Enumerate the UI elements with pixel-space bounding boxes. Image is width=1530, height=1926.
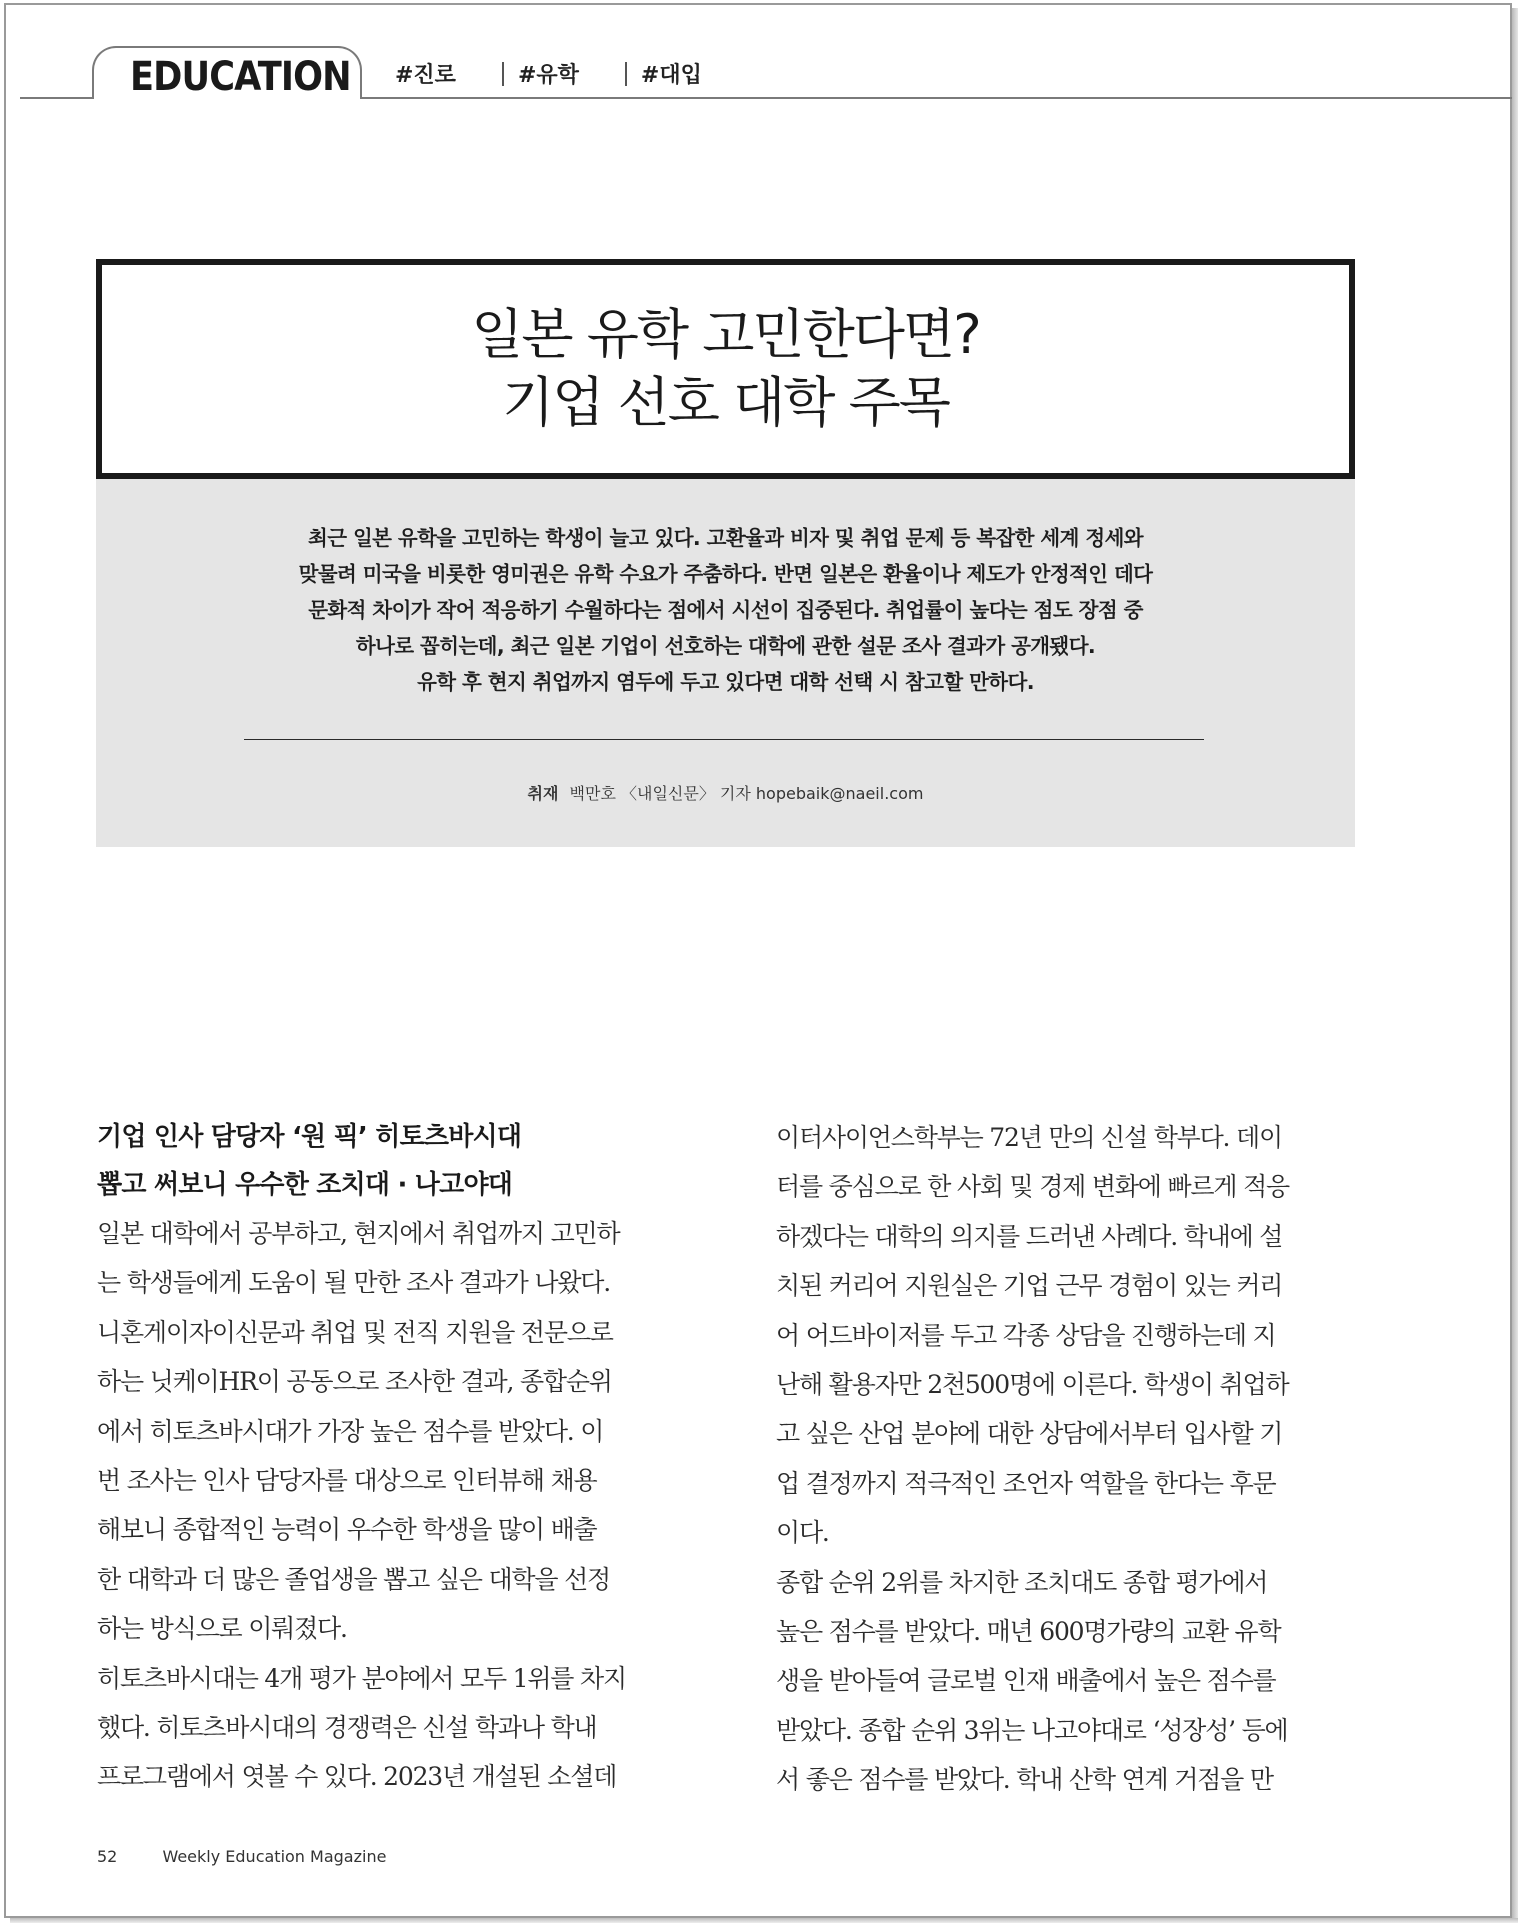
body-line: 일본 대학에서 공부하고, 현지에서 취업까지 고민하 bbox=[97, 1219, 620, 1248]
body-line: 하겠다는 대학의 의지를 드러낸 사례다. 학내에 설 bbox=[776, 1221, 1283, 1251]
page-bottom-shadow bbox=[10, 1918, 1518, 1923]
body-line: 생을 받아들여 글로벌 인재 배출에서 높은 점수를 bbox=[776, 1666, 1276, 1696]
body-line: 번 조사는 인사 담당자를 대상으로 인터뷰해 채용 bbox=[97, 1466, 597, 1496]
body-line: 어 어드바이저를 두고 각종 상담을 진행하는데 지 bbox=[776, 1320, 1276, 1350]
body-line: 하는 방식으로 이뤄졌다. bbox=[97, 1614, 347, 1644]
lead-line: 하나로 꼽히는데, 최근 일본 기업이 선호하는 대학에 관한 설문 조사 결과가 공개됐다. bbox=[355, 634, 1096, 658]
lead-line: 맞물려 미국을 비롯한 영미권은 유학 수요가 주춤하다. 반면 일본은 환율이나 제도가 안정적인 데다 bbox=[298, 562, 1153, 586]
body-line: 종합 순위 2위를 차지한 조치대도 종합 평가에서 bbox=[776, 1567, 1268, 1597]
headline-line-1: 일본 유학 고민한다면? bbox=[471, 303, 980, 366]
lead-box bbox=[96, 479, 1355, 847]
tag-study-abroad: #유학 bbox=[517, 63, 579, 88]
article-column-right bbox=[776, 1113, 1356, 1805]
byline-label: 취재 bbox=[527, 784, 559, 803]
page-footer bbox=[97, 1847, 386, 1866]
lead-paragraph bbox=[96, 520, 1355, 700]
body-line: 했다. 히토츠바시대의 경쟁력은 신설 학과나 학내 bbox=[97, 1713, 597, 1743]
body-line: 고 싶은 산업 분야에 대한 상담에서부터 입사할 기 bbox=[776, 1419, 1283, 1449]
tag-career: #진로 bbox=[395, 63, 456, 88]
tag-list bbox=[395, 58, 702, 89]
body-line: 업 결정까지 적극적인 조언자 역할을 한다는 후문 bbox=[776, 1468, 1276, 1498]
subhead-line-2: 뽑고 써보니 우수한 조치대 · 나고야대 bbox=[97, 1170, 513, 1200]
subhead-line-1: 기업 인사 담당자 ‘원 픽’ 히토츠바시대 bbox=[97, 1122, 522, 1152]
page-edge-shadow bbox=[1512, 8, 1518, 1920]
lead-divider bbox=[244, 739, 1204, 740]
body-line: 는 학생들에게 도움이 될 만한 조사 결과가 나왔다. bbox=[97, 1268, 610, 1298]
tag-divider bbox=[502, 62, 504, 86]
body-line: 서 좋은 점수를 받았다. 학내 산학 연계 거점을 만 bbox=[776, 1765, 1273, 1795]
body-line: 치된 커리어 지원실은 기업 근무 경험이 있는 커리 bbox=[776, 1271, 1283, 1301]
body-line: 난해 활용자만 2천500명에 이른다. 학생이 취업하 bbox=[776, 1370, 1289, 1400]
lead-line: 유학 후 현지 취업까지 염두에 두고 있다면 대학 선택 시 참고할 만하다. bbox=[417, 670, 1034, 694]
body-line: 받았다. 종합 순위 3위는 나고야대로 ‘성장성’ 등에 bbox=[776, 1715, 1288, 1745]
body-line: 해보니 종합적인 능력이 우수한 학생을 많이 배출 bbox=[97, 1515, 597, 1545]
body-line: 한 대학과 더 많은 졸업생을 뽑고 싶은 대학을 선정 bbox=[97, 1564, 610, 1594]
section-label: EDUCATION bbox=[130, 54, 351, 100]
body-line: 이터사이언스학부는 72년 만의 신설 학부다. 데이 bbox=[776, 1123, 1282, 1152]
body-line: 이다. bbox=[776, 1518, 829, 1548]
body-line: 니혼게이자이신문과 취업 및 전직 지원을 전문으로 bbox=[97, 1317, 613, 1347]
headline-box bbox=[96, 259, 1355, 479]
lead-line: 최근 일본 유학을 고민하는 학생이 늘고 있다. 고환율과 비자 및 취업 문제 등 복잡한 세계 정세와 bbox=[308, 526, 1143, 550]
magazine-name: Weekly Education Magazine bbox=[162, 1847, 387, 1866]
byline-text: 백만호 〈내일신문〉 기자 hopebaik@naeil.com bbox=[569, 784, 924, 803]
body-line: 프로그램에서 엿볼 수 있다. 2023년 개설된 소셜데 bbox=[97, 1762, 617, 1792]
body-line: 하는 닛케이HR이 공동으로 조사한 결과, 종합순위 bbox=[97, 1367, 612, 1397]
body-line: 터를 중심으로 한 사회 및 경제 변화에 빠르게 적응 bbox=[776, 1172, 1289, 1202]
body-line: 히토츠바시대는 4개 평가 분야에서 모두 1위를 차지 bbox=[97, 1663, 626, 1693]
body-line: 에서 히토츠바시대가 가장 높은 점수를 받았다. 이 bbox=[97, 1416, 604, 1446]
page-number: 52 bbox=[97, 1847, 118, 1866]
lead-line: 문화적 차이가 작어 적응하기 수월하다는 점에서 시선이 집중된다. 취업률이 높다는 점도 장점 중 bbox=[308, 598, 1143, 622]
body-line: 높은 점수를 받았다. 매년 600명가량의 교환 유학 bbox=[776, 1617, 1281, 1647]
byline bbox=[96, 781, 1355, 804]
article-column-left bbox=[97, 1113, 677, 1802]
tag-divider bbox=[625, 62, 627, 86]
tag-admission: #대입 bbox=[640, 63, 702, 88]
headline-line-2: 기업 선호 대학 주목 bbox=[502, 371, 949, 434]
